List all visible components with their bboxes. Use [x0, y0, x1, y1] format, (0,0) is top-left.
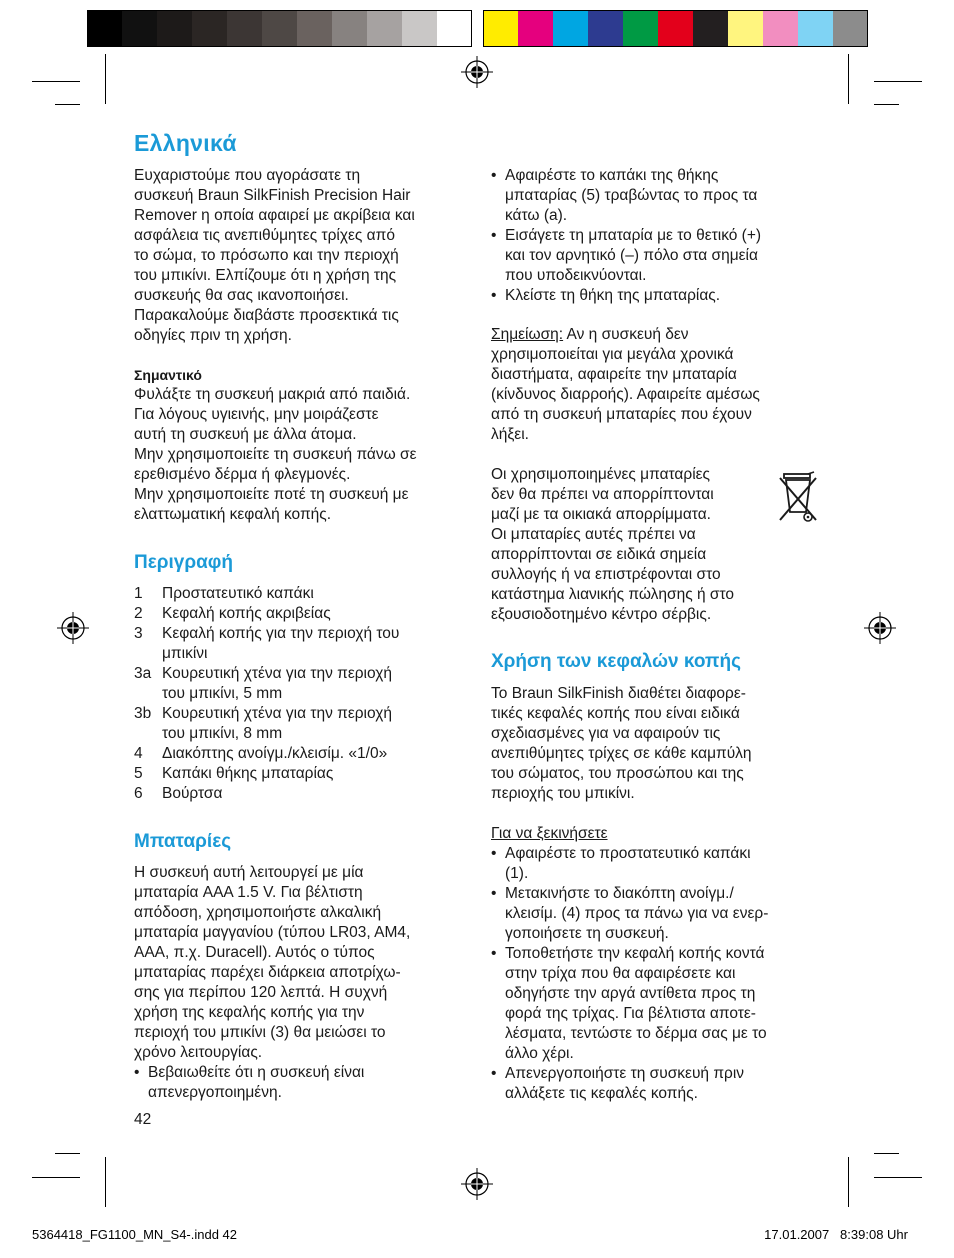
note-text: Αν η συσκευή δεν χρησιμοποιείται για μεγάλα χρονικά διαστήματα, αφαιρείτε την μπαταρία (κίνδυνος διαρροής). Αφαιρείτε αμέσως από τη συσκευή μπαταρίες που έχουν λήξει.	[491, 326, 760, 443]
gray-swatch	[227, 10, 262, 47]
description-list	[134, 584, 474, 804]
description-item	[134, 604, 474, 624]
item-text: Κεφαλή κοπής ακριβείας	[162, 605, 331, 622]
item-number: 5	[134, 765, 143, 782]
batteries-bullet-list	[134, 1063, 474, 1103]
batteries-heading: Μπαταρίες	[134, 831, 232, 852]
gray-swatch	[192, 10, 227, 47]
list-item: • Απενεργοποιήστε τη συσκευή πριν αλλάξετε τις κεφαλές κοπής.	[491, 1064, 821, 1104]
list-item: • Αφαιρέστε το καπάκι της θήκης μπαταρίας (5) τραβώντας το προς τα κάτω (a).	[491, 166, 821, 226]
page-title: Ελληνικά	[134, 130, 237, 156]
process-color-swatch	[833, 10, 868, 47]
important-paragraph: Φυλάξτε τη συσκευή μακριά από παιδιά. Για λόγους υγιεινής, μην μοιράζεστε αυτή τη συσκευή με άλλα άτομα. Μην χρησιμοποιείτε τη συσκευή πάνω σε ερεθισμένο δέρμα ή φλεγμονές. Μην χρησιμοποιείτε ποτέ τη συσκευή με ελαττωματική κεφαλή κοπής.	[134, 386, 417, 523]
list-item: • Τοποθετήστε την κεφαλή κοπής κοντά στην τρίχα που θα αφαιρέσετε και οδηγήστε την αργά αντίθετα προς τη φορά της τρίχας. Για βέλτιστα αποτε- λέσματα, τεντώστε το δέρμα σας με το άλλο χέρι.	[491, 944, 821, 1064]
list-item: • Κλείστε τη θήκη της μπαταρίας.	[491, 286, 821, 306]
item-text: Κεφαλή κοπής για την περιοχή του μπικίνι	[162, 625, 400, 662]
registration-mark-icon	[57, 612, 89, 644]
note-paragraph	[491, 325, 821, 445]
item-text: Κουρευτική χτένα για την περιοχή του μπικίνι, 8 mm	[162, 705, 392, 742]
item-number: 2	[134, 605, 143, 622]
disposal-paragraph: Οι χρησιμοποιημένες μπαταρίες δεν θα πρέπει να απορρίπτονται μαζί με τα οικιακά απορρίμματα. Οι μπαταρίες αυτές πρέπει να απορρίπτονται σε ειδικά σημεία συλλογής ή να επιστρέφονται στο κατάστημα λιανικής πώλησης ή στο εξουσιοδοτημένο κέντρο σέρβις.	[491, 466, 735, 623]
registration-mark-icon	[461, 56, 493, 88]
process-color-swatch	[588, 10, 623, 47]
process-color-swatch	[658, 10, 693, 47]
registration-mark-icon	[461, 1168, 493, 1200]
item-text: Προστατευτικό καπάκι	[162, 585, 314, 602]
batteries-paragraph: Η συσκευή αυτή λειτουργεί με μία μπαταρία AAA 1.5 V. Για βέλτιστη απόδοση, χρησιμοποιήστε αλκαλική μπαταρία μαγγανίου (τύπου LR03, AM4, AAA, π.χ. Duracell). Αυτός ο τύπος μπαταρίας παρέχει διάρκεια αποτρίχω- σης για περίπου 120 λεπτά. Η συχνή χρήση της κεφαλής κοπής για την περιοχή του μπικίνι (3) θα μειώσει το χρόνο λειτουργίας.	[134, 864, 411, 1061]
page-number: 42	[134, 1111, 152, 1128]
gray-swatch	[87, 10, 122, 47]
item-text: Διακόπτης ανοίγμ./κλεισίμ. «1/0»	[162, 745, 388, 762]
important-heading: Σημαντικό	[134, 367, 202, 383]
list-item: • Αφαιρέστε το προστατευτικό καπάκι (1).	[491, 844, 821, 884]
item-number: 6	[134, 785, 143, 802]
getting-started-label: Για να ξεκινήσετε	[491, 825, 608, 842]
process-color-swatch	[483, 10, 518, 47]
registration-mark-icon	[864, 612, 896, 644]
gray-swatch	[297, 10, 332, 47]
process-color-swatch	[728, 10, 763, 47]
item-text: Καπάκι θήκης μπαταρίας	[162, 765, 334, 782]
process-color-swatch	[518, 10, 553, 47]
gray-swatch	[402, 10, 437, 47]
item-number: 1	[134, 585, 143, 602]
item-number: 3a	[134, 665, 152, 682]
slug-timestamp: 17.01.2007 8:39:08 Uhr	[764, 1227, 908, 1242]
list-item: • Εισάγετε τη μπαταρία με το θετικό (+) και τον αρνητικό (–) πόλο στα σημεία που υποδεικνύονται.	[491, 226, 821, 286]
battery-steps-list	[491, 166, 821, 306]
crossed-out-wheelie-bin-icon	[778, 470, 818, 526]
note-label: Σημείωση:	[491, 326, 564, 343]
description-item	[134, 704, 474, 744]
item-text: Βούρτσα	[162, 785, 223, 802]
gray-swatch	[157, 10, 192, 47]
description-item	[134, 624, 474, 664]
description-item	[134, 744, 474, 764]
process-color-swatch	[693, 10, 728, 47]
item-number: 3	[134, 625, 143, 642]
description-heading: Περιγραφή	[134, 552, 233, 573]
list-item: • Βεβαιωθείτε ότι η συσκευή είναι απενεργοποιημένη.	[134, 1063, 474, 1103]
list-item: • Μετακινήστε το διακόπτη ανοίγμ./ κλεισίμ. (4) προς τα πάνω για να ενερ- γοποιήσετε τη συσκευή.	[491, 884, 821, 944]
process-color-swatch	[763, 10, 798, 47]
gray-swatch	[122, 10, 157, 47]
intro-paragraph: Ευχαριστούμε που αγοράσατε τη συσκευή Braun SilkFinish Precision Hair Remover η οποία αφαιρεί με ακρίβεια και ασφάλεια τις ανεπιθύμητες τρίχες από το σώμα, το πρόσωπο και την περιοχή του μπικίνι. Ελπίζουμε ότι η χρήση της συσκευής θα σας ικανοποιήσει. Παρακαλούμε διαβάστε προσεκτικά τις οδηγίες πριν τη χρήση.	[134, 167, 415, 344]
gray-swatch	[367, 10, 402, 47]
use-heads-heading: Χρήση των κεφαλών κοπής	[491, 651, 741, 672]
slug-file-info: 5364418_FG1100_MN_S4-.indd 42	[32, 1227, 238, 1242]
use-heads-paragraph: Το Braun SilkFinish διαθέτει διαφορε- τικές κεφαλές κοπής που είναι ειδικά σχεδιασμένες για να αφαιρούν τις ανεπιθύμητες τρίχες σε κάθε καμπύλη του σώματος, του προσώπου και της περιοχής του μπικίνι.	[491, 685, 752, 802]
process-color-swatch	[623, 10, 658, 47]
item-number: 4	[134, 745, 143, 762]
item-text: Κουρευτική χτένα για την περιοχή του μπικίνι, 5 mm	[162, 665, 392, 702]
process-color-swatch	[798, 10, 833, 47]
item-number: 3b	[134, 705, 152, 722]
description-item	[134, 764, 474, 784]
gray-swatch	[262, 10, 297, 47]
description-item	[134, 664, 474, 704]
process-color-swatch	[553, 10, 588, 47]
getting-started-list	[491, 844, 821, 1104]
description-item	[134, 584, 474, 604]
gray-swatch	[437, 10, 472, 47]
gray-swatch	[332, 10, 367, 47]
description-item	[134, 784, 474, 804]
